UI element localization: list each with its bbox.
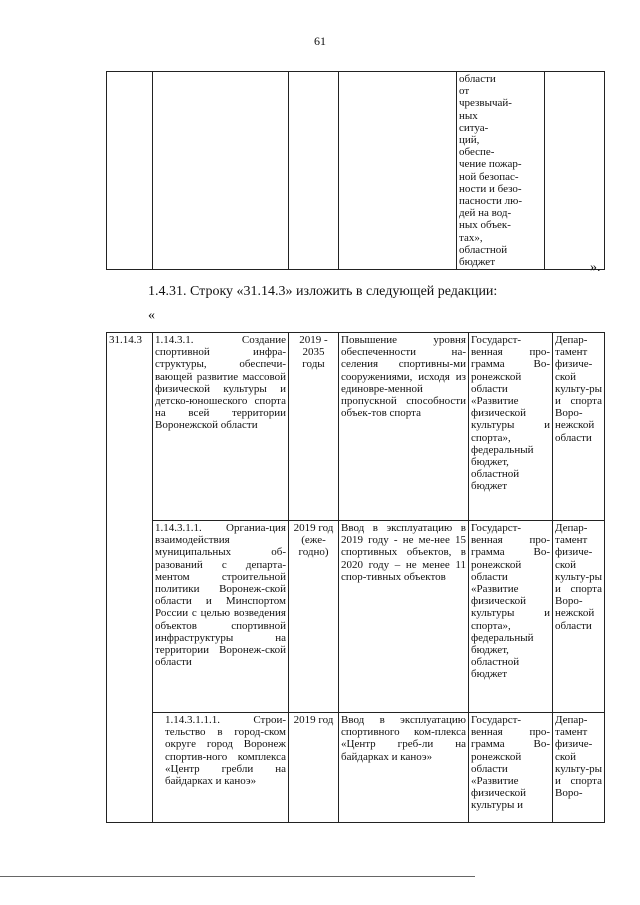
cell-line: обеспе- <box>459 146 495 159</box>
measure-term: 2019 год <box>289 713 339 823</box>
table-row <box>107 713 605 823</box>
closing-quote: ». <box>590 260 601 275</box>
cell-line: чрезвычай- <box>459 97 512 110</box>
measure-term: 2019 год (еже-годно) <box>289 521 339 713</box>
footer-rule <box>0 876 475 877</box>
empty-cell <box>339 72 457 270</box>
measure-source: Государст-венная про-грамма Во-ронежской области «Развитие физической культуры и спорта», федеральный бюджет, областной бюджет <box>469 521 553 713</box>
measure-executor: Депар-тамент физиче-ской культу-ры и спорта Воро-нежской области <box>553 521 605 713</box>
table-row <box>107 333 605 521</box>
row-code: 31.14.3 <box>107 333 153 823</box>
cell-line: чение пожар- <box>459 158 522 171</box>
empty-cell <box>107 72 153 270</box>
measure-name: 1.14.3.1.1. Органиа-ция взаимодействия муниципальных об-разований с департа-ментом строительной политики Воронеж-ской области и Минспортом России с целью возведения объектов спортивной инфраструктуры на территории Воронеж-ской области <box>153 521 289 713</box>
measure-result: Ввод в эксплуатацию в 2019 году - не ме-нее 15 спортивных объектов, в 2020 году – не менее 11 спор-тивных объектов <box>339 521 469 713</box>
amendment-instruction: 1.4.31. Строку «31.14.3» изложить в следующей редакции: <box>148 284 498 299</box>
cell-line: ных <box>459 109 478 122</box>
cell-line: бюджет <box>459 256 495 269</box>
measure-source: Государст-венная про-грамма Во-ронежской области «Развитие физической культуры и спорта», федеральный бюджет, областной бюджет <box>469 333 553 521</box>
cell-line: ций, <box>459 134 480 147</box>
cell-line: ситуа- <box>459 121 489 134</box>
empty-cell <box>545 72 605 270</box>
page-number: 61 <box>314 34 326 48</box>
measure-executor: Депар-тамент физиче-ской культу-ры и спорта Воро-нежской области <box>553 333 605 521</box>
measure-name: 1.14.3.1.1.1. Строи-тельство в город-ском округе город Воронеж спортив-ного комплекса «Центр гребли на байдарках и каноэ» <box>153 713 289 823</box>
measure-name: 1.14.3.1. Создание спортивной инфра-структуры, обеспечи-вающей развитие массовой физической культуры и детско-юношеского спорта на всей территории Воронежской области <box>153 333 289 521</box>
cell-line: области <box>459 73 496 85</box>
funding-source-cell <box>457 72 545 270</box>
measure-result: Повышение уровня обеспеченности на-селения спортивны-ми сооружениями, исходя из единовре-менной пропускной способности объек-тов спорта <box>339 333 469 521</box>
cell-line: от <box>459 85 470 98</box>
empty-cell <box>289 72 339 270</box>
cell-line: ных объек- <box>459 219 511 232</box>
program-table <box>106 332 605 823</box>
cell-line: пасности лю- <box>459 195 523 208</box>
measure-source: Государст-венная про-грамма Во-ронежской области «Развитие физической культуры и <box>469 713 553 823</box>
continued-table <box>106 71 605 270</box>
table-row <box>107 521 605 713</box>
measure-term: 2019 - 2035 годы <box>289 333 339 521</box>
cell-line: тах», <box>459 231 483 244</box>
measure-result: Ввод в эксплуатацию спортивного ком-плекса «Центр греб-ли на байдарках и каноэ» <box>339 713 469 823</box>
cell-line: областной <box>459 243 508 256</box>
cell-line: дей на вод- <box>459 207 512 220</box>
measure-executor: Депар-тамент физиче-ской культу-ры и спорта Воро- <box>553 713 605 823</box>
empty-cell <box>153 72 289 270</box>
cell-line: ности и безо- <box>459 182 522 195</box>
opening-quote: « <box>148 308 155 323</box>
cell-line: ной безопас- <box>459 170 519 183</box>
